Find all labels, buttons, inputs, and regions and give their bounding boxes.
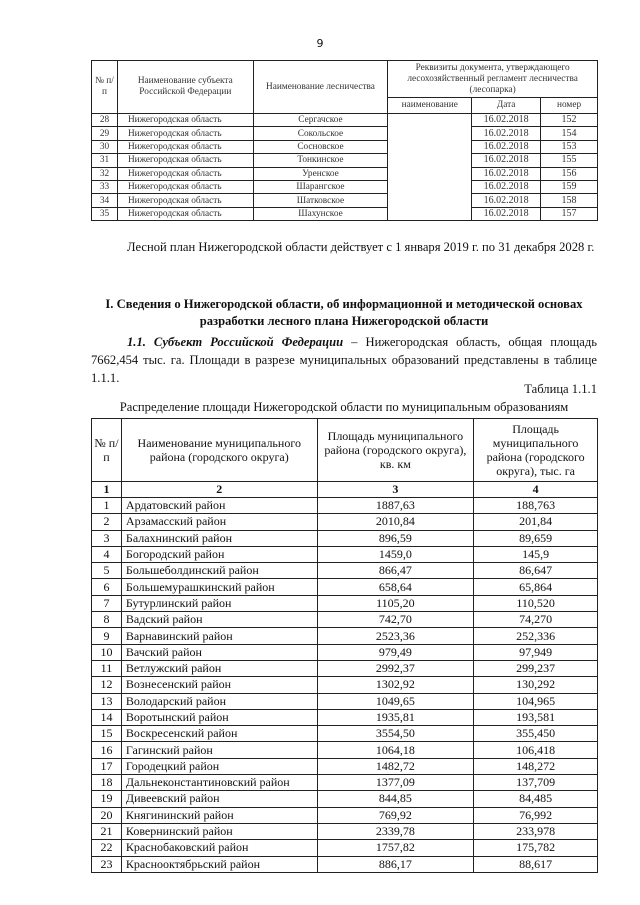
row-area-km: 979,49 <box>317 644 474 660</box>
row-forestry: Сергачское <box>253 114 388 127</box>
area-table <box>91 418 598 873</box>
row-number: 159 <box>541 180 598 193</box>
row-date: 16.02.2018 <box>472 127 541 140</box>
table-row <box>92 546 598 562</box>
table-row <box>92 775 598 791</box>
row-area-ha: 97,949 <box>474 644 598 660</box>
row-area-ha: 355,450 <box>474 726 598 742</box>
row-area-ha: 252,336 <box>474 628 598 644</box>
row-area-km: 1105,20 <box>317 595 474 611</box>
header-num: № п/п <box>92 61 118 114</box>
row-area-km: 2523,36 <box>317 628 474 644</box>
row-num: 14 <box>92 709 122 725</box>
table-row <box>92 194 598 207</box>
row-forestry: Сосновское <box>253 140 388 153</box>
row-num: 29 <box>92 127 118 140</box>
row-area-ha: 110,520 <box>474 595 598 611</box>
row-area-km: 1377,09 <box>317 775 474 791</box>
table-row <box>92 563 598 579</box>
row-num: 31 <box>92 154 118 167</box>
row-num: 5 <box>92 563 122 579</box>
table-row <box>92 709 598 725</box>
row-subject: Нижегородская область <box>117 114 253 127</box>
row-name: Вадский район <box>121 612 317 628</box>
row-name: Вознесенский район <box>121 677 317 693</box>
row-num: 6 <box>92 579 122 595</box>
row-name: Городецкий район <box>121 758 317 774</box>
subsection-paragraph <box>91 333 597 387</box>
row-date: 16.02.2018 <box>472 207 541 220</box>
row-date: 16.02.2018 <box>472 167 541 180</box>
table-row <box>92 530 598 546</box>
row-area-ha: 201,84 <box>474 514 598 530</box>
row-doc-name <box>388 114 472 127</box>
table-row <box>92 595 598 611</box>
row-subject: Нижегородская область <box>117 167 253 180</box>
table-row <box>92 514 598 530</box>
table-row <box>92 840 598 856</box>
row-subject: Нижегородская область <box>117 127 253 140</box>
row-num: 17 <box>92 758 122 774</box>
row-area-ha: 86,647 <box>474 563 598 579</box>
table-row <box>92 758 598 774</box>
table-row <box>92 726 598 742</box>
row-forestry: Сокольское <box>253 127 388 140</box>
row-forestry: Шатковское <box>253 194 388 207</box>
row-area-km: 866,47 <box>317 563 474 579</box>
row-doc-name <box>388 180 472 193</box>
table-row <box>92 167 598 180</box>
column-number: 3 <box>317 482 474 498</box>
subsection-text: – Нижегородская область, общая площадь 7662,454 тыс. га. Площади в разрезе муниципальных образований представлены в таблице 1.1.1. <box>91 335 597 385</box>
row-subject: Нижегородская область <box>117 207 253 220</box>
row-subject: Нижегородская область <box>117 194 253 207</box>
row-name: Дивеевский район <box>121 791 317 807</box>
row-doc-name <box>388 194 472 207</box>
row-subject: Нижегородская область <box>117 140 253 153</box>
row-area-ha: 65,864 <box>474 579 598 595</box>
header-doc-number: номер <box>541 98 598 114</box>
row-num: 2 <box>92 514 122 530</box>
row-date: 16.02.2018 <box>472 194 541 207</box>
row-num: 8 <box>92 612 122 628</box>
row-area-ha: 193,581 <box>474 709 598 725</box>
row-date: 16.02.2018 <box>472 154 541 167</box>
row-num: 28 <box>92 114 118 127</box>
row-name: Ардатовский район <box>121 498 317 514</box>
row-number: 152 <box>541 114 598 127</box>
row-area-ha: 130,292 <box>474 677 598 693</box>
header-num: № п/п <box>92 419 122 482</box>
row-area-ha: 233,978 <box>474 823 598 839</box>
row-area-ha: 148,272 <box>474 758 598 774</box>
row-area-ha: 175,782 <box>474 840 598 856</box>
subsection-title: 1.1. Субъект Российской Федерации <box>127 335 344 349</box>
header-forestry: Наименование лесничества <box>253 61 388 114</box>
row-num: 16 <box>92 742 122 758</box>
row-num: 30 <box>92 140 118 153</box>
table-row <box>92 154 598 167</box>
row-area-ha: 188,763 <box>474 498 598 514</box>
row-name: Арзамасский район <box>121 514 317 530</box>
row-doc-name <box>388 167 472 180</box>
row-doc-name <box>388 207 472 220</box>
row-num: 19 <box>92 791 122 807</box>
row-name: Краснооктябрьский район <box>121 856 317 872</box>
row-area-ha: 88,617 <box>474 856 598 872</box>
row-date: 16.02.2018 <box>472 140 541 153</box>
row-forestry: Шахунское <box>253 207 388 220</box>
row-area-km: 2010,84 <box>317 514 474 530</box>
table-label: Таблица 1.1.1 <box>524 382 597 396</box>
row-area-ha: 84,485 <box>474 791 598 807</box>
row-area-km: 3554,50 <box>317 726 474 742</box>
row-area-ha: 89,659 <box>474 530 598 546</box>
row-number: 158 <box>541 194 598 207</box>
table-row <box>92 791 598 807</box>
column-number: 1 <box>92 482 122 498</box>
row-area-km: 2992,37 <box>317 660 474 676</box>
row-name: Бутурлинский район <box>121 595 317 611</box>
row-area-km: 1049,65 <box>317 693 474 709</box>
header-doc-date: Дата <box>472 98 541 114</box>
table-row <box>92 742 598 758</box>
row-name: Балахнинский район <box>121 530 317 546</box>
row-date: 16.02.2018 <box>472 180 541 193</box>
table-row <box>92 612 598 628</box>
row-area-km: 896,59 <box>317 530 474 546</box>
row-subject: Нижегородская область <box>117 154 253 167</box>
row-name: Княгининский район <box>121 807 317 823</box>
row-num: 3 <box>92 530 122 546</box>
table-row <box>92 856 598 872</box>
row-name: Варнавинский район <box>121 628 317 644</box>
row-num: 20 <box>92 807 122 823</box>
row-name: Краснобаковский район <box>121 840 317 856</box>
table-row <box>92 579 598 595</box>
column-number: 4 <box>474 482 598 498</box>
row-name: Гагинский район <box>121 742 317 758</box>
header-doc-name: наименование <box>388 98 472 114</box>
row-name: Большеболдинский район <box>121 563 317 579</box>
row-area-km: 886,17 <box>317 856 474 872</box>
row-doc-name <box>388 140 472 153</box>
table-row <box>92 807 598 823</box>
row-forestry: Шарангское <box>253 180 388 193</box>
validity-paragraph <box>91 238 597 256</box>
row-num: 1 <box>92 498 122 514</box>
table-caption: Распределение площади Нижегородской области по муниципальным образованиям <box>119 400 569 414</box>
table-row <box>92 114 598 127</box>
row-num: 32 <box>92 167 118 180</box>
header-subject: Наименование субъекта Российской Федерации <box>117 61 253 114</box>
row-area-km: 1757,82 <box>317 840 474 856</box>
row-name: Дальнеконстантиновский район <box>121 775 317 791</box>
table-row <box>92 644 598 660</box>
row-area-km: 1302,92 <box>317 677 474 693</box>
header-area-km: Площадь муниципального района (городского округа), кв. км <box>317 419 474 482</box>
table-row <box>92 498 598 514</box>
table-row <box>92 693 598 709</box>
row-number: 154 <box>541 127 598 140</box>
row-num: 12 <box>92 677 122 693</box>
row-num: 4 <box>92 546 122 562</box>
row-area-km: 2339,78 <box>317 823 474 839</box>
table-row <box>92 823 598 839</box>
row-num: 7 <box>92 595 122 611</box>
forestry-regulation-table <box>91 60 598 221</box>
row-num: 33 <box>92 180 118 193</box>
row-area-km: 769,92 <box>317 807 474 823</box>
column-number: 2 <box>121 482 317 498</box>
row-forestry: Тонкинское <box>253 154 388 167</box>
row-forestry: Уренское <box>253 167 388 180</box>
row-area-km: 844,85 <box>317 791 474 807</box>
row-area-ha: 299,237 <box>474 660 598 676</box>
row-area-km: 1935,81 <box>317 709 474 725</box>
row-num: 10 <box>92 644 122 660</box>
row-number: 153 <box>541 140 598 153</box>
section-heading: I. Сведения о Нижегородской области, об информационной и методической основах разработки лесного плана Нижегородской области <box>105 297 583 328</box>
row-name: Воротынский район <box>121 709 317 725</box>
row-num: 18 <box>92 775 122 791</box>
header-area-ha: Площадь муниципального района (городского округа), тыс. га <box>474 419 598 482</box>
row-area-ha: 137,709 <box>474 775 598 791</box>
header-document-group: Реквизиты документа, утверждающего лесохозяйственный регламент лесничества (лесопарка) <box>388 61 598 98</box>
row-num: 21 <box>92 823 122 839</box>
row-num: 15 <box>92 726 122 742</box>
header-name: Наименование муниципального района (городского округа) <box>121 419 317 482</box>
row-number: 157 <box>541 207 598 220</box>
row-area-ha: 145,9 <box>474 546 598 562</box>
row-name: Ковернинский район <box>121 823 317 839</box>
row-num: 11 <box>92 660 122 676</box>
page-number: 9 <box>316 37 324 50</box>
table-row <box>92 127 598 140</box>
table-row <box>92 207 598 220</box>
row-num: 34 <box>92 194 118 207</box>
row-name: Богородский район <box>121 546 317 562</box>
row-num: 22 <box>92 840 122 856</box>
row-area-ha: 106,418 <box>474 742 598 758</box>
row-number: 155 <box>541 154 598 167</box>
row-doc-name <box>388 154 472 167</box>
row-area-km: 742,70 <box>317 612 474 628</box>
table-row <box>92 628 598 644</box>
row-doc-name <box>388 127 472 140</box>
row-area-ha: 76,992 <box>474 807 598 823</box>
row-num: 23 <box>92 856 122 872</box>
row-name: Вачский район <box>121 644 317 660</box>
table-row <box>92 180 598 193</box>
row-num: 13 <box>92 693 122 709</box>
row-area-km: 658,64 <box>317 579 474 595</box>
row-name: Воскресенский район <box>121 726 317 742</box>
row-area-km: 1887,63 <box>317 498 474 514</box>
row-name: Большемурашкинский район <box>121 579 317 595</box>
row-subject: Нижегородская область <box>117 180 253 193</box>
row-date: 16.02.2018 <box>472 114 541 127</box>
row-area-km: 1064,18 <box>317 742 474 758</box>
table-row <box>92 140 598 153</box>
row-num: 35 <box>92 207 118 220</box>
row-num: 9 <box>92 628 122 644</box>
validity-text: Лесной план Нижегородской области действует с 1 января 2019 г. по 31 декабря 2028 г. <box>127 240 595 254</box>
table-row <box>92 677 598 693</box>
table-row <box>92 660 598 676</box>
row-area-km: 1482,72 <box>317 758 474 774</box>
row-name: Ветлужский район <box>121 660 317 676</box>
row-area-km: 1459,0 <box>317 546 474 562</box>
row-area-ha: 74,270 <box>474 612 598 628</box>
row-number: 156 <box>541 167 598 180</box>
row-area-ha: 104,965 <box>474 693 598 709</box>
row-name: Володарский район <box>121 693 317 709</box>
